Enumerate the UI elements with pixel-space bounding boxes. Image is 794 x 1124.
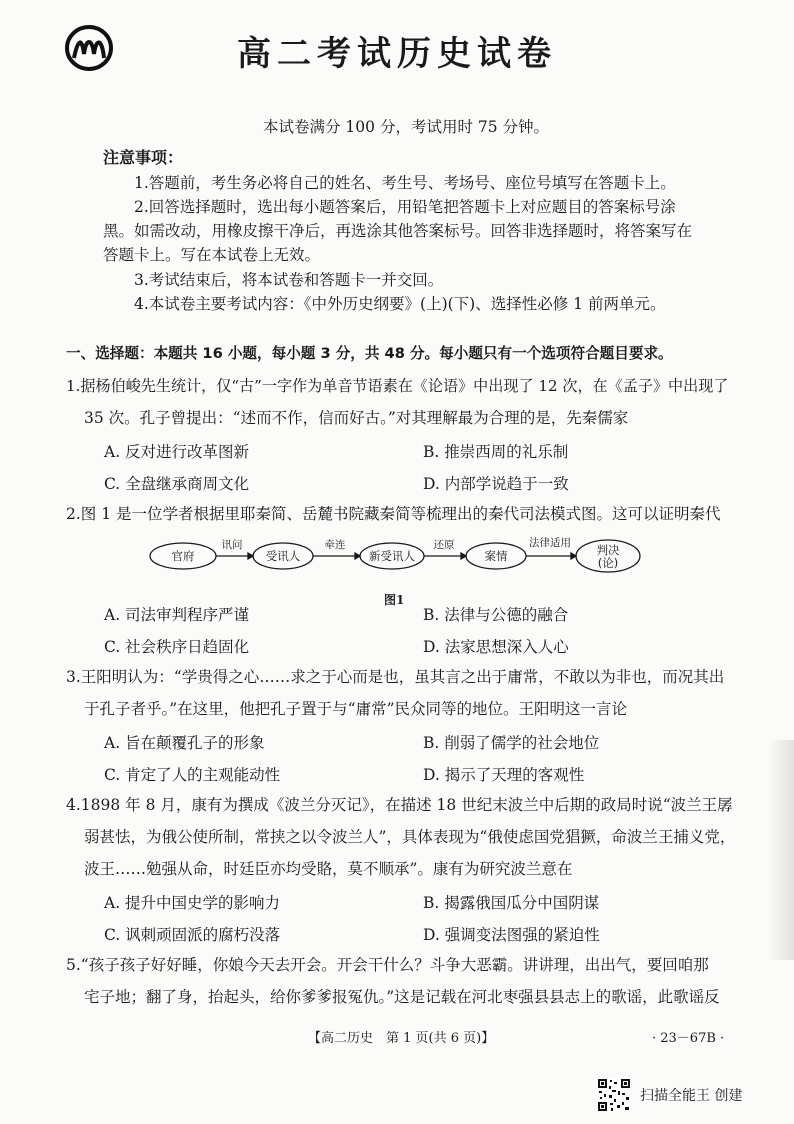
flow-node-label: (论) bbox=[597, 556, 619, 570]
question-stem: 于孔子者乎。”在这里，他把孔子置于与“庸常”民众同等的地位。王阳明这一言论 bbox=[84, 700, 628, 718]
page-footer: 【高二历史 第 1 页(共 6 页)】 bbox=[308, 1031, 495, 1046]
flow-node-label: 受讯人 bbox=[265, 549, 301, 563]
scan-shadow bbox=[768, 740, 794, 960]
flow-node-label: 官府 bbox=[171, 549, 195, 563]
notice-line: 1.答题前，考生务必将自己的姓名、考生号、考场号、座位号填写在答题卡上。 bbox=[134, 174, 676, 192]
option-d: D. 内部学说趋于一致 bbox=[423, 475, 569, 493]
option-b: B. 削弱了儒学的社会地位 bbox=[423, 734, 600, 752]
question-stem: 2.图 1 是一位学者根据里耶秦简、岳麓书院藏秦简等梳理出的秦代司法模式图。这可以证明秦代 bbox=[66, 505, 721, 523]
notice-heading: 注意事项： bbox=[103, 148, 184, 167]
notice-line: 4.本试卷主要考试内容：《中外历史纲要》(上)(下)、选择性必修 1 前两单元。 bbox=[134, 295, 666, 313]
figure-caption: 图1 bbox=[384, 593, 405, 607]
option-b: B. 揭露俄国瓜分中国阴谋 bbox=[423, 894, 600, 912]
flow-edge-label: 法律适用 bbox=[529, 537, 571, 549]
notice-line: 3.考试结束后，将本试卷和答题卡一并交回。 bbox=[134, 271, 444, 289]
qr-code-icon bbox=[597, 1078, 631, 1112]
question-stem: 5.“孩子孩子好好睡，你娘今天去开会。开会干什么？斗争大恶霸。讲讲理，出出气，要回咱那 bbox=[66, 956, 709, 974]
option-c: C. 社会秩序日趋固化 bbox=[104, 638, 250, 656]
option-c: C. 肯定了人的主观能动性 bbox=[104, 766, 281, 784]
section-heading: 一、选择题：本题共 16 小题，每小题 3 分，共 48 分。每小题只有一个选项符合题目要求。 bbox=[66, 345, 673, 362]
exam-intro: 本试卷满分 100 分，考试用时 75 分钟。 bbox=[263, 118, 550, 136]
flow-edge-label: 还原 bbox=[433, 539, 455, 551]
exam-code: · 23－67B · bbox=[652, 1031, 725, 1046]
option-a: A. 旨在颠覆孔子的形象 bbox=[104, 734, 265, 752]
notice-line: 黑。如需改动，用橡皮擦干净后，再选涂其他答案标号。回答非选择题时，将答案写在 bbox=[103, 222, 693, 240]
option-d: D. 强调变法图强的紧迫性 bbox=[423, 926, 600, 944]
flow-node-label: 判决 bbox=[596, 543, 620, 557]
option-d: D. 揭示了天理的客观性 bbox=[423, 766, 585, 784]
flow-node-label: 案情 bbox=[484, 549, 508, 563]
scanner-watermark: 扫描全能王 创建 bbox=[640, 1088, 743, 1104]
option-c: C. 讽刺顽固派的腐朽没落 bbox=[104, 926, 281, 944]
question-stem: 35 次。孔子曾提出：“述而不作，信而好古。”对其理解最为合理的是，先秦儒家 bbox=[84, 409, 629, 427]
question-stem: 波王……勉强从命，时廷臣亦均受賂，莫不顺承”。康有为研究波兰意在 bbox=[84, 860, 573, 878]
notice-line: 2.回答选择题时，选出每小题答案后，用铅笔把答题卡上对应题目的答案标号涂 bbox=[134, 198, 676, 216]
option-a: A. 提升中国史学的影响力 bbox=[104, 894, 281, 912]
page-title: 高二考试历史试卷 bbox=[237, 34, 557, 74]
option-b: B. 推崇西周的礼乐制 bbox=[423, 443, 569, 461]
option-b: B. 法律与公德的融合 bbox=[423, 606, 569, 624]
option-a: A. 反对进行改革图新 bbox=[104, 443, 250, 461]
question-stem: 宅子地；翻了身，抬起头，给你爹爹报冤仇。”这是记载在河北枣强县县志上的歌谣，此歌谣反 bbox=[84, 988, 720, 1006]
question-stem: 4.1898 年 8 月，康有为撰成《波兰分灭记》，在描述 18 世纪末波兰中后期的政局时说“波兰王孱 bbox=[66, 796, 733, 814]
flow-edge-label: 牵连 bbox=[324, 539, 346, 551]
flow-edge-label: 讯问 bbox=[221, 539, 243, 551]
question-stem: 3.王阳明认为：“学贵得之心……求之于心而是也，虽其言之出于庸常，不敢以为非也，而况其出 bbox=[66, 668, 725, 686]
judicial-flow-diagram bbox=[146, 536, 646, 576]
option-c: C. 全盘继承商周文化 bbox=[104, 475, 250, 493]
flow-node-label: 新受讯人 bbox=[369, 549, 415, 563]
notice-line: 答题卡上。写在本试卷上无效。 bbox=[103, 246, 321, 264]
option-a: A. 司法审判程序严谨 bbox=[104, 606, 250, 624]
question-stem: 1.据杨伯峻先生统计，仅“古”一字作为单音节语素在《论语》中出现了 12 次，在《孟子》中出现了 bbox=[66, 377, 729, 395]
question-stem: 弱甚怯，为俄公使所制，常挟之以令波兰人”，具体表现为“俄使虑国党猖獗，命波兰王捕义党， bbox=[84, 828, 736, 846]
option-d: D. 法家思想深入人心 bbox=[423, 638, 569, 656]
